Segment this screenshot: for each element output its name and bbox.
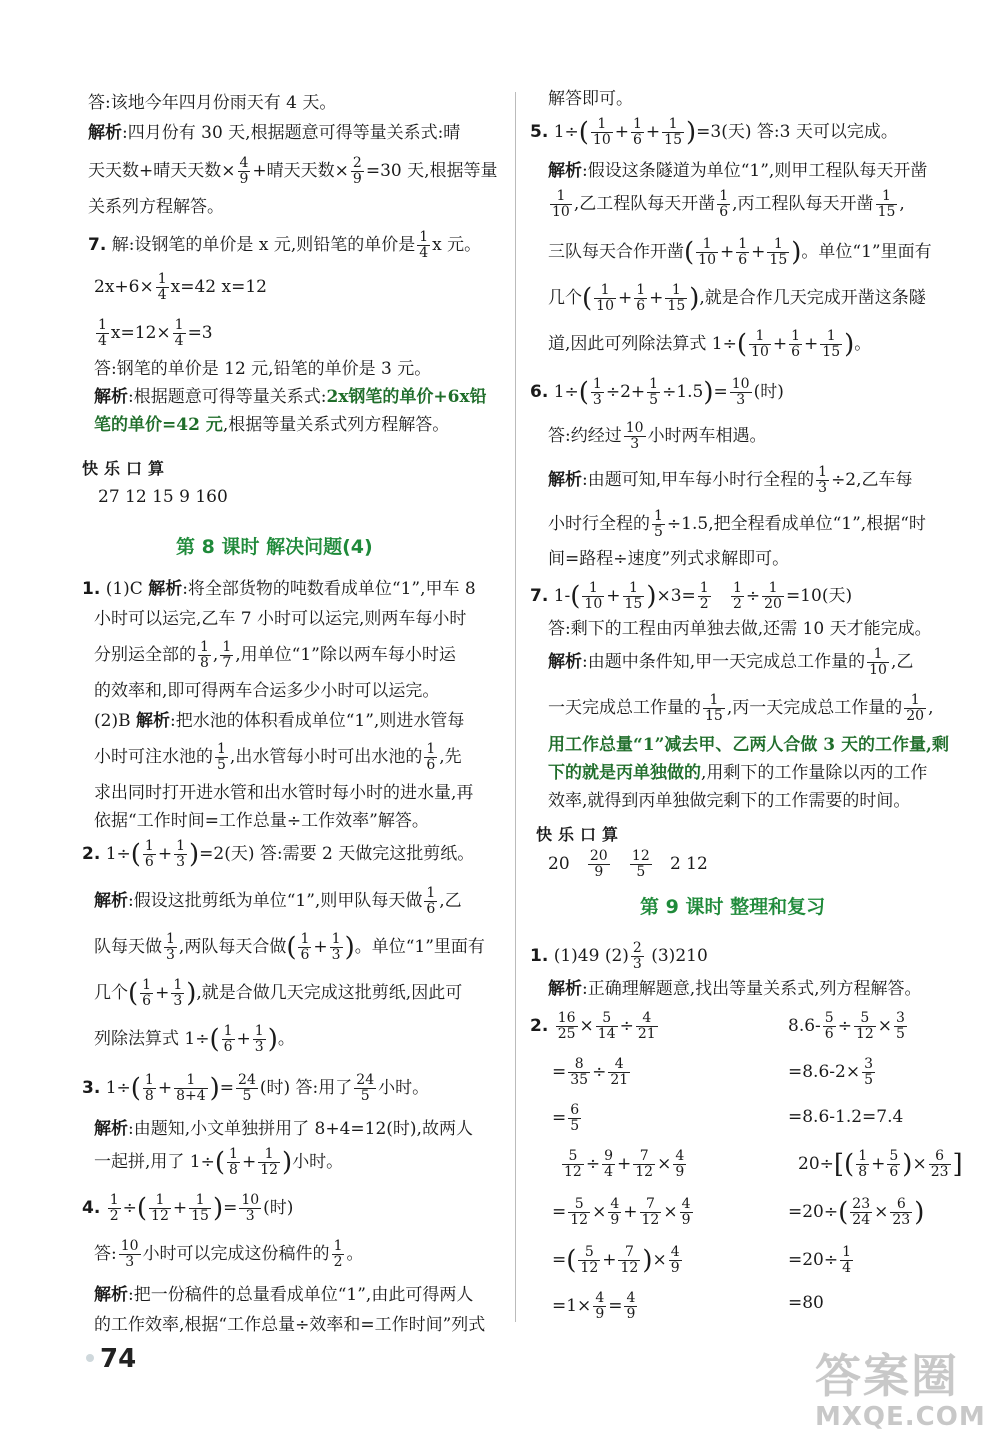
text-line: 求出同时打开进水管和出水管时每小时的进水量,再	[94, 783, 474, 803]
answer-line: 答:剩下的工程由丙单独去做,还需 10 天才能完成。	[548, 619, 932, 639]
calc-row: = $\frac{8}{35}$ ÷ $\frac{4}{21}$	[552, 1056, 629, 1088]
text-line: 分别运全部的 $\frac{1}{8}$ , $\frac{1}{7}$ ,用单位“1”除以两车每小时运	[94, 639, 456, 671]
text-line: 1. (1)C 解析:将全部货物的吨数看成单位“1”,甲车 8	[82, 579, 476, 599]
text-line: 的工作效率,根据“工作总量÷效率和=工作时间”列式	[94, 1315, 486, 1335]
calc-row: 8.6- $\frac{5}{6}$ ÷ $\frac{5}{12}$ × $\frac{3}{5}$	[788, 1010, 905, 1042]
highlight: 下的就是丙单独做的	[548, 763, 701, 783]
quick-calc-values: 27 12 15 9 160	[98, 487, 228, 507]
calc-row: =20÷ $\frac{1}{4}$	[788, 1244, 852, 1276]
text-line: 关系列方程解答。	[88, 197, 224, 217]
text: +晴天天数×	[252, 161, 349, 181]
fraction: $\frac{1}{3}$	[176, 838, 186, 870]
calc-row: $\frac{5}{12}$ ÷ $\frac{9}{4}$ + $\frac{7}{12}$ × $\frac{4}{9}$	[564, 1148, 685, 1180]
fraction: $\frac{1}{6}$	[144, 838, 154, 870]
calc-row: = $\frac{5}{12}$ × $\frac{4}{9}$ + $\frac{7}{12}$ × $\frac{4}{9}$	[552, 1196, 691, 1228]
text-line: 解析:正确理解题意,找出等量关系式,列方程解答。	[548, 979, 922, 999]
analysis-label: 解析	[148, 579, 183, 599]
fraction: $\frac{1}{4}$	[157, 271, 167, 303]
text-line: 解析:根据题意可得等量关系式:2x钢笔的单价+6x铅	[94, 387, 487, 407]
analysis-label: 解析	[135, 711, 170, 731]
fraction: $\frac{1}{3}$	[166, 931, 175, 963]
question-7: 7. 1-( $\frac{1}{10}$ + $\frac{1}{15}$ )×3= $\frac{1}{2}$ $\frac{1}{2}$ ÷ $\frac{1}{20}$ =10(天)	[530, 580, 853, 612]
analysis-label: 解析	[548, 979, 582, 999]
question-4: 4. $\frac{1}{2}$ ÷( $\frac{1}{12}$ + $\frac{1}{15}$ )= $\frac{10}{3}$ (时)	[82, 1192, 294, 1224]
highlight: 2x钢笔的单价+6x铅	[326, 387, 487, 407]
column-divider	[515, 92, 516, 1322]
text: x 元。	[432, 235, 482, 255]
highlight-line: 用工作总量“1”减去甲、乙两人合做 3 天的工作量,剩	[548, 735, 949, 755]
calc-row: = $\frac{6}{5}$	[552, 1102, 580, 1134]
calc-row: 2. $\frac{16}{25}$ × $\frac{5}{14}$ ÷ $\frac{4}{21}$	[530, 1010, 656, 1042]
calc-row: =1× $\frac{4}{9}$ = $\frac{4}{9}$	[552, 1290, 636, 1322]
question-7	[88, 226, 481, 264]
text: 天天数+晴天天数×	[88, 161, 236, 181]
calc-row: =80	[788, 1293, 824, 1313]
analysis-label: 解析	[94, 1119, 128, 1139]
fraction: $\frac{1}{4}$	[174, 317, 184, 349]
highlight: 笔的单价=42 元	[94, 415, 223, 435]
text: :四月份有 30 天,根据题意可得等量关系式:晴	[122, 123, 461, 143]
text-line: 小时可注水池的 $\frac{1}{5}$ ,出水管每小时可出水池的 $\frac{1}{6}$ ,先	[94, 741, 462, 773]
analysis-label: 解析	[548, 470, 582, 490]
text-line: 一起拼,用了 1÷( $\frac{1}{8}$ + $\frac{1}{12}$ )小时。	[94, 1146, 344, 1178]
text-line: 解析:由题知,小文单独拼用了 8+4=12(时),故两人	[94, 1119, 473, 1139]
equation: 2x+6× $\frac{1}{4}$ x=42 x=12	[94, 271, 267, 303]
text-line: 下的就是丙单独做的,用剩下的工作量除以丙的工作	[548, 763, 928, 783]
text-line: 小时行全程的 $\frac{1}{5}$ ÷1.5,把全程看成单位“1”,根据“时	[548, 508, 926, 540]
fraction: $\frac{1}{6}$	[426, 741, 436, 773]
text-line: 解析:假设这批剪纸为单位“1”,则甲队每天做 $\frac{1}{6}$ ,乙	[94, 885, 462, 917]
text-line: 解析:由题可知,甲车每小时行全程的 $\frac{1}{3}$ ÷2,乙车每	[548, 464, 913, 496]
answer-line: 答:钢笔的单价是 12 元,铅笔的单价是 3 元。	[94, 359, 432, 379]
quick-calc-title: 快乐口算	[82, 459, 171, 478]
answer-line: 答:约经过 $\frac{10}{3}$ 小时两车相遇。	[548, 420, 767, 452]
text-line: 道,因此可列除法算式 1÷( $\frac{1}{10}$ + $\frac{1}{6}$ + $\frac{1}{15}$ )。	[548, 328, 872, 360]
text-line: 小时可以运完,乙车 7 小时可以运完,则两车每小时	[94, 609, 467, 629]
fraction: $\frac{1}{4}$	[98, 317, 107, 349]
text-line: 一天完成总工作量的 $\frac{1}{15}$ ,丙一天完成总工作量的 $\frac{1}{20}$ ,	[548, 692, 934, 724]
watermark-logo	[815, 1340, 986, 1432]
text-line: 解析:把一份稿件的总量看成单位“1”,由此可得两人	[94, 1285, 474, 1305]
analysis-label: 解析	[94, 1285, 128, 1305]
calc-row: =20÷( $\frac{23}{24}$ × $\frac{6}{23}$ )	[788, 1196, 925, 1228]
equation: $\frac{1}{4}$ x=12× $\frac{1}{4}$ =3	[98, 317, 213, 349]
text-line: 几个( $\frac{1}{6}$ + $\frac{1}{3}$ ),就是合做几天完成这批剪纸,因此可	[94, 977, 463, 1009]
answer-line: 答: $\frac{10}{3}$ 小时可以完成这份稿件的 $\frac{1}{2}$ 。	[94, 1238, 364, 1270]
text-line: 解析:假设这条隧道为单位“1”,则甲工程队每天开凿	[548, 161, 928, 181]
text: =30 天,根据等量	[365, 161, 498, 181]
quick-calc-values: 20 $\frac{20}{9}$ $\frac{12}{5}$ 2 12	[548, 848, 708, 880]
section-title: 第 8 课时 解决问题(4)	[176, 536, 373, 558]
text-line: 解答即可。	[548, 89, 633, 109]
watermark-bottom: MXQE.COM	[815, 1402, 986, 1432]
fraction: $\frac{2}{9}$	[352, 155, 362, 187]
text-line: $\frac{1}{10}$ ,乙工程队每天开凿 $\frac{1}{6}$ ,丙工程队每天开凿 $\frac{1}{15}$ ,	[552, 188, 905, 220]
analysis-label: 解析	[94, 387, 128, 407]
question-3: 3. 1÷( $\frac{1}{8}$ + $\frac{1}{8+4}$ )= $\frac{24}{5}$ (时) 答:用了 $\frac{24}{5}$ 小时。	[82, 1072, 430, 1104]
fraction: $\frac{1}{6}$	[426, 885, 436, 917]
section-title: 第 9 课时 整理和复习	[640, 896, 826, 918]
analysis-label: 解析	[548, 652, 582, 672]
text-line: 队每天做 $\frac{1}{3}$ ,两队每天合做( $\frac{1}{6}$ + $\frac{1}{3}$ )。单位“1”里面有	[94, 931, 485, 963]
calc-row: =8.6-2× $\frac{3}{5}$	[788, 1056, 874, 1088]
text-line	[88, 122, 460, 144]
text-line: 间=路程÷速度”列式求解即可。	[548, 549, 790, 569]
question-1: 1. (1)49 (2) $\frac{2}{3}$ (3)210	[530, 940, 708, 972]
calc-row: 20÷[( $\frac{1}{8}$ + $\frac{5}{6}$ )× $\frac{6}{23}$ ]	[798, 1148, 963, 1180]
page-dot-decoration	[86, 1354, 94, 1362]
fraction: $\frac{4}{9}$	[239, 155, 249, 187]
analysis-label: 解析	[88, 123, 122, 143]
text-line: 笔的单价=42 元,根据等量关系式列方程解答。	[94, 415, 450, 435]
question-2: 2. 1÷( $\frac{1}{6}$ + $\frac{1}{3}$ )=2(天) 答:需要 2 天做完这批剪纸。	[82, 838, 475, 870]
text-line: 依据“工作时间=工作总量÷工作效率”解答。	[94, 811, 429, 831]
calc-row: =( $\frac{5}{12}$ + $\frac{7}{12}$ )× $\frac{4}{9}$	[552, 1244, 680, 1276]
question-6: 6. 1÷( $\frac{1}{3}$ ÷2+ $\frac{1}{5}$ ÷1.5)= $\frac{10}{3}$ (时)	[530, 376, 784, 408]
fraction: $\frac{1}{7}$	[222, 639, 232, 671]
text-line: 解析:由题中条件知,甲一天完成总工作量的 $\frac{1}{10}$ ,乙	[548, 646, 914, 678]
question-number: 7.	[88, 235, 107, 255]
text-line: 几个( $\frac{1}{10}$ + $\frac{1}{6}$ + $\frac{1}{15}$ ),就是合作几天完成开凿这条隧	[548, 282, 926, 314]
analysis-label: 解析	[94, 891, 128, 911]
question-5: 5. 1÷( $\frac{1}{10}$ + $\frac{1}{6}$ + $\frac{1}{15}$ )=3(天) 答:3 天可以完成。	[530, 116, 898, 148]
text-line: 列除法算式 1÷( $\frac{1}{6}$ + $\frac{1}{3}$ )。	[94, 1023, 295, 1055]
text-line	[88, 152, 498, 190]
calc-row: =8.6-1.2=7.4	[788, 1107, 904, 1127]
fraction: $\frac{1}{4}$	[419, 229, 429, 261]
fraction: $\frac{1}{8}$	[200, 639, 209, 671]
quick-calc-title: 快乐口算	[536, 825, 625, 844]
analysis-label: 解析	[548, 161, 582, 181]
text-line: 效率,就得到丙单独做完剩下的工作需要的时间。	[548, 791, 911, 811]
watermark-top: 答案圈	[815, 1349, 959, 1403]
text-line: 三队每天合作开凿( $\frac{1}{10}$ + $\frac{1}{6}$ + $\frac{1}{15}$ )。单位“1”里面有	[548, 236, 932, 268]
text-line: (2)B 解析:把水池的体积看成单位“1”,则进水管每	[94, 711, 465, 731]
page-number: 74	[100, 1344, 137, 1374]
fraction: $\frac{1}{5}$	[217, 741, 226, 773]
text-line: 的效率和,即可得两车合运多少小时可以运完。	[94, 681, 440, 701]
text-line: 答:该地今年四月份雨天有 4 天。	[88, 93, 337, 113]
text: 解:设钢笔的单价是 x 元,则铅笔的单价是	[106, 235, 416, 255]
